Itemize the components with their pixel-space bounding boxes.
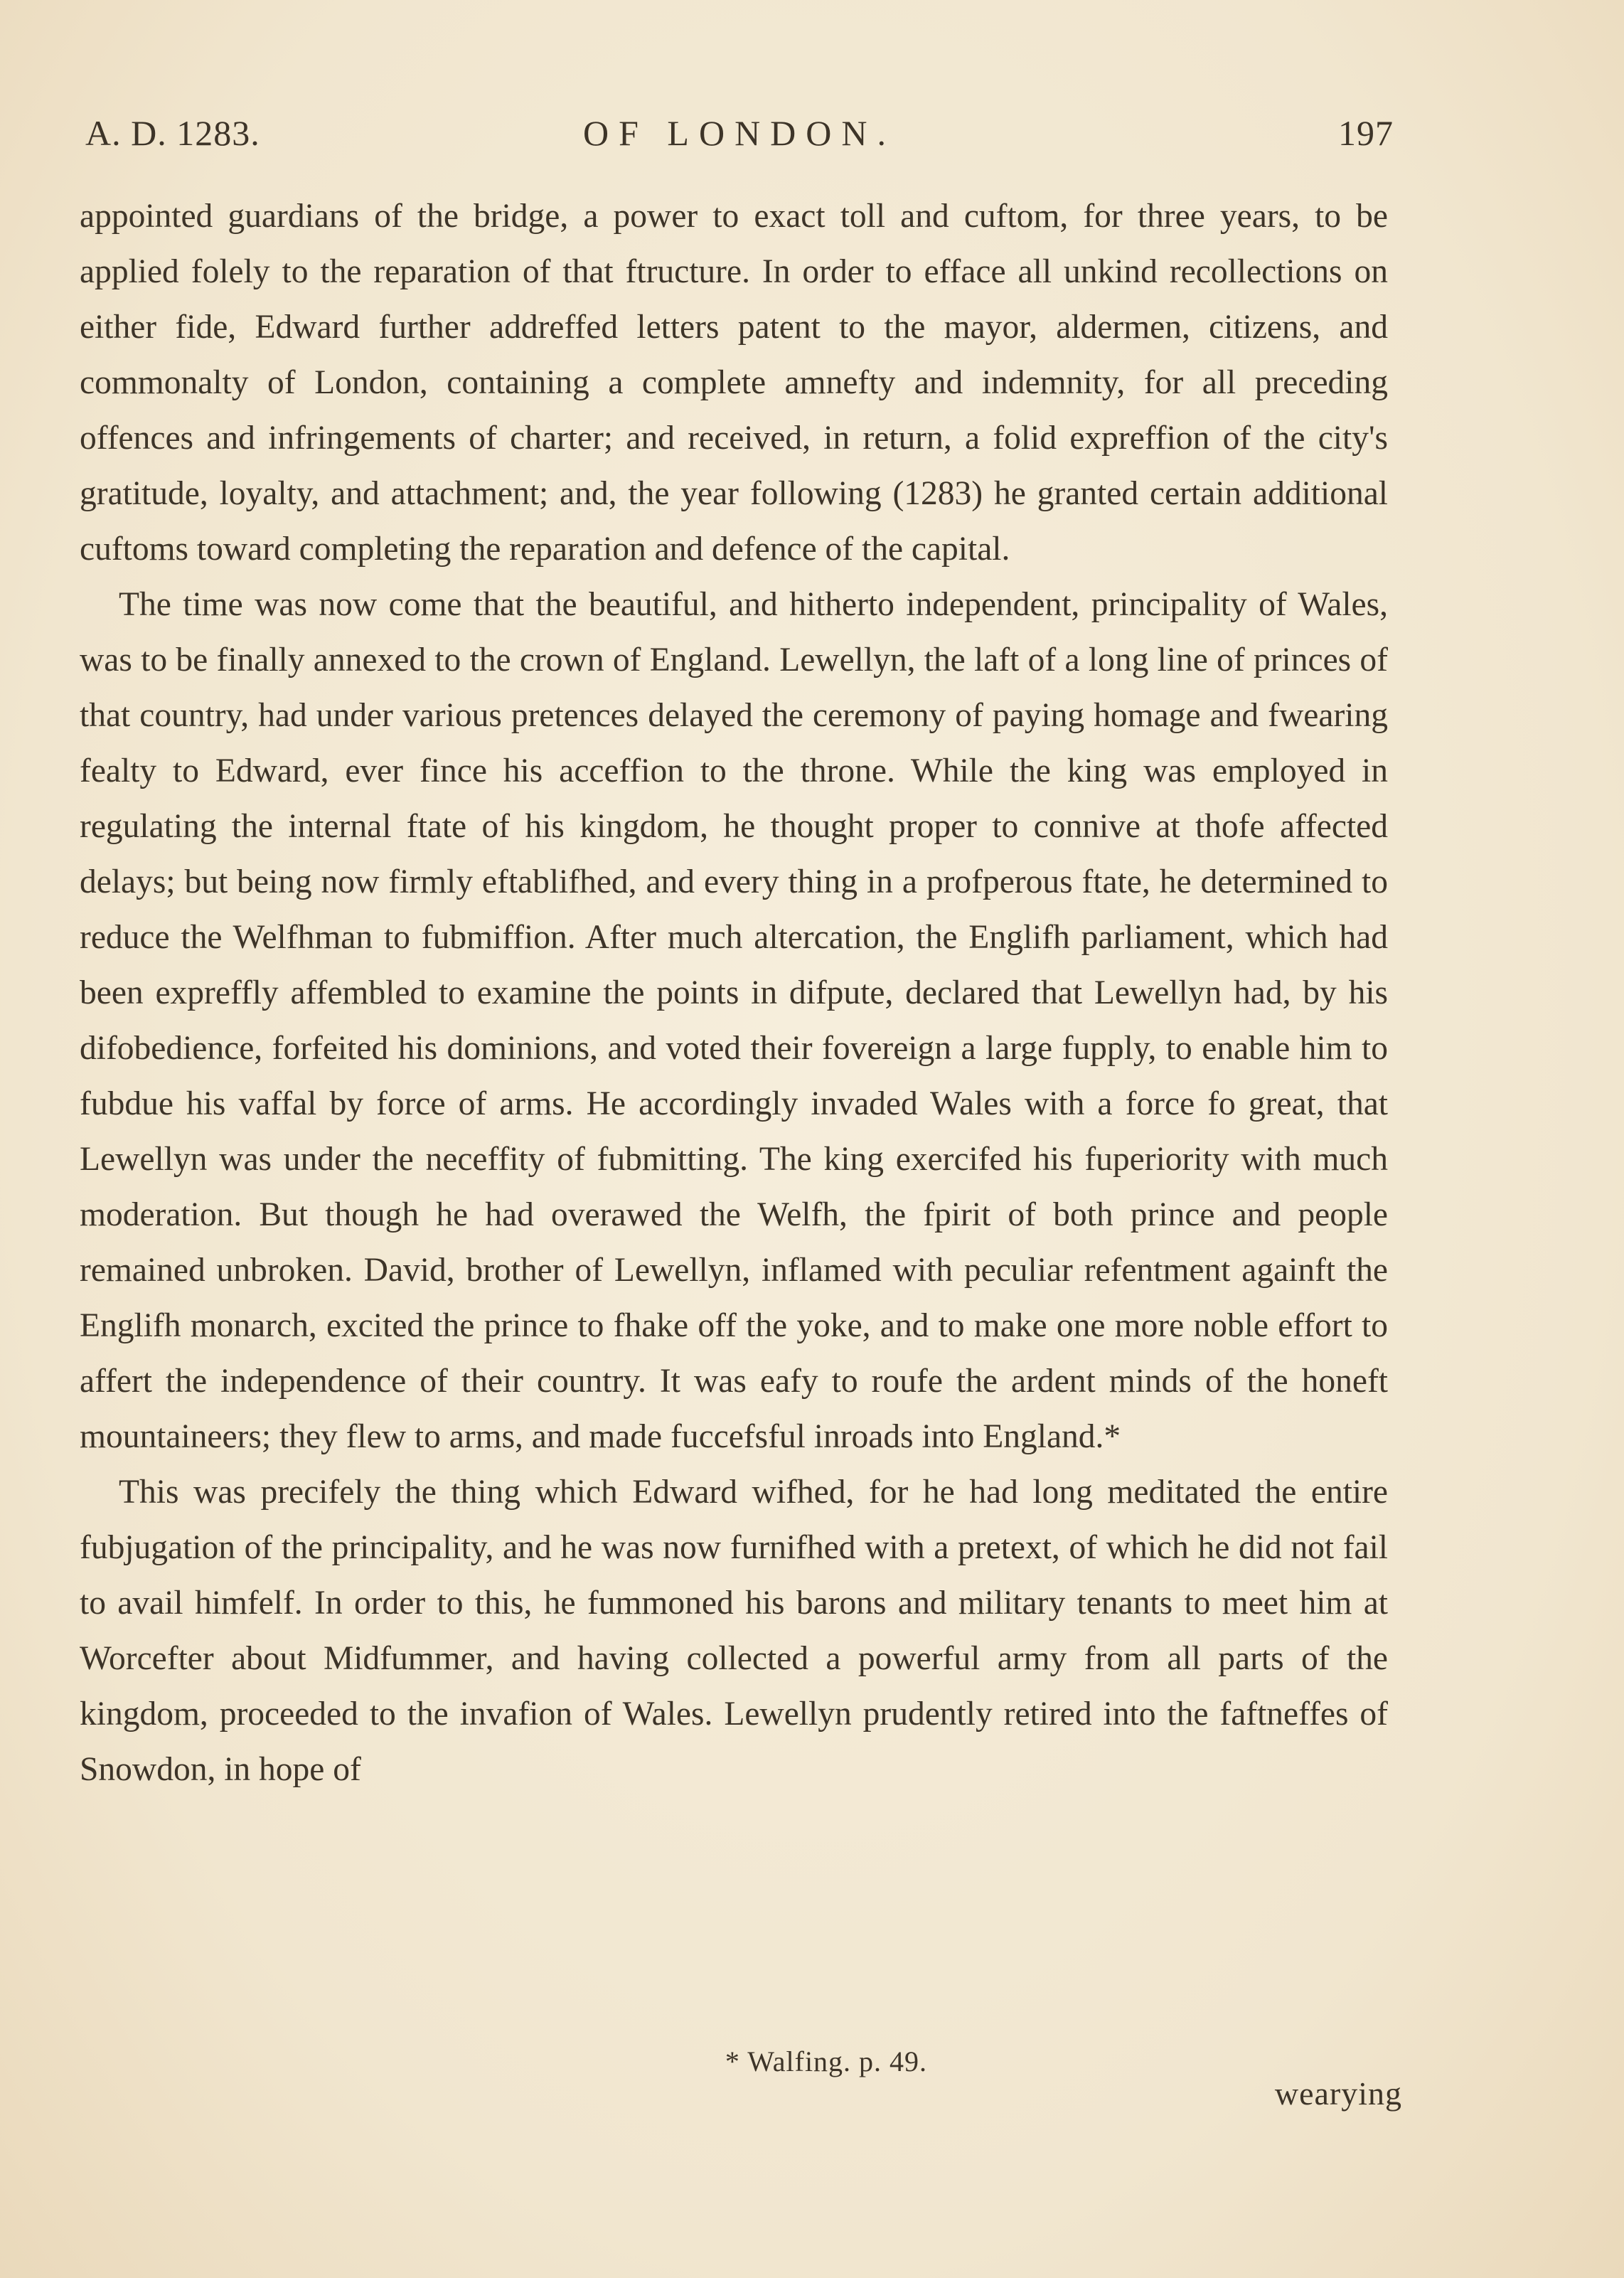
header-date: A. D. 1283. xyxy=(85,113,260,153)
body-text xyxy=(80,188,1388,1797)
paragraph-1: appointed guardians of the bridge, a power to exact toll and cuftom, for three years, to be applied folely to the reparation of that ftructure. In order to efface all unkind recollections on either fide, Edward further addreffed letters patent to the mayor, aldermen, citizens, and commonalty of London, containing a complete amnefty and indemnity, for all preceding offences and infringements of charter; and received, in return, a folid expreffion of the city's gratitude, loyalty, and attachment; and, the year following (1283) he granted certain additional cuftoms toward completing the reparation and defence of the capital. xyxy=(80,198,1388,568)
paragraph-3: This was precifely the thing which Edward wifhed, for he had long meditated the entire fubjugation of the principality, and he was now furnifhed with a pretext, of which he did not fail to avail himfelf. In order to this, he fummoned his barons and military tenants to meet him at Worcefter about Midfummer, and having collected a powerful army from all parts of the kingdom, proceeded to the invafion of Wales. Lewellyn prudently retired into the faftneffes of Snowdon, in hope of xyxy=(80,1474,1388,1788)
footnote: * Walfing. p. 49. xyxy=(725,2045,928,2077)
page-number: 197 xyxy=(1338,113,1394,153)
paragraph-2: The time was now come that the beautiful, and hitherto independent, principality of Wales, was to be finally annexed to the crown of England. Lewellyn, the laft of a long line of princes of that country, had under various pretences delayed the ceremony of paying homage and fwearing fealty to Edward, ever fince his acceffion to the throne. While the king was employed in regulating the internal ftate of his kingdom, he thought proper to connive at thofe affected delays; but being now firmly eftablifhed, and every thing in a profperous ftate, he determined to reduce the Welfhman to fubmiffion. After much altercation, the Englifh parliament, which had been expreffly affembled to examine the points in difpute, declared that Lewellyn had, by his difobedience, forfeited his dominions, and voted their fovereign a large fupply, to enable him to fubdue his vaffal by force of arms. He accordingly invaded Wales with a force fo great, that Lewellyn was under the neceffity of fubmitting. The king exercifed his fuperiority with much moderation. But though he had overawed the Welfh, the fpirit of both prince and people remained unbroken. David, brother of Lewellyn, inflamed with peculiar refentment againft the Englifh monarch, excited the prince to fhake off the yoke, and to make one more noble effort to affert the independence of their country. It was eafy to roufe the ardent minds of the honeft mountaineers; they flew to arms, and made fuccefsful inroads into England.* xyxy=(80,586,1388,1455)
catchword: wearying xyxy=(1274,2075,1402,2112)
header-title: OF LONDON. xyxy=(583,113,896,153)
running-header xyxy=(85,112,1394,162)
